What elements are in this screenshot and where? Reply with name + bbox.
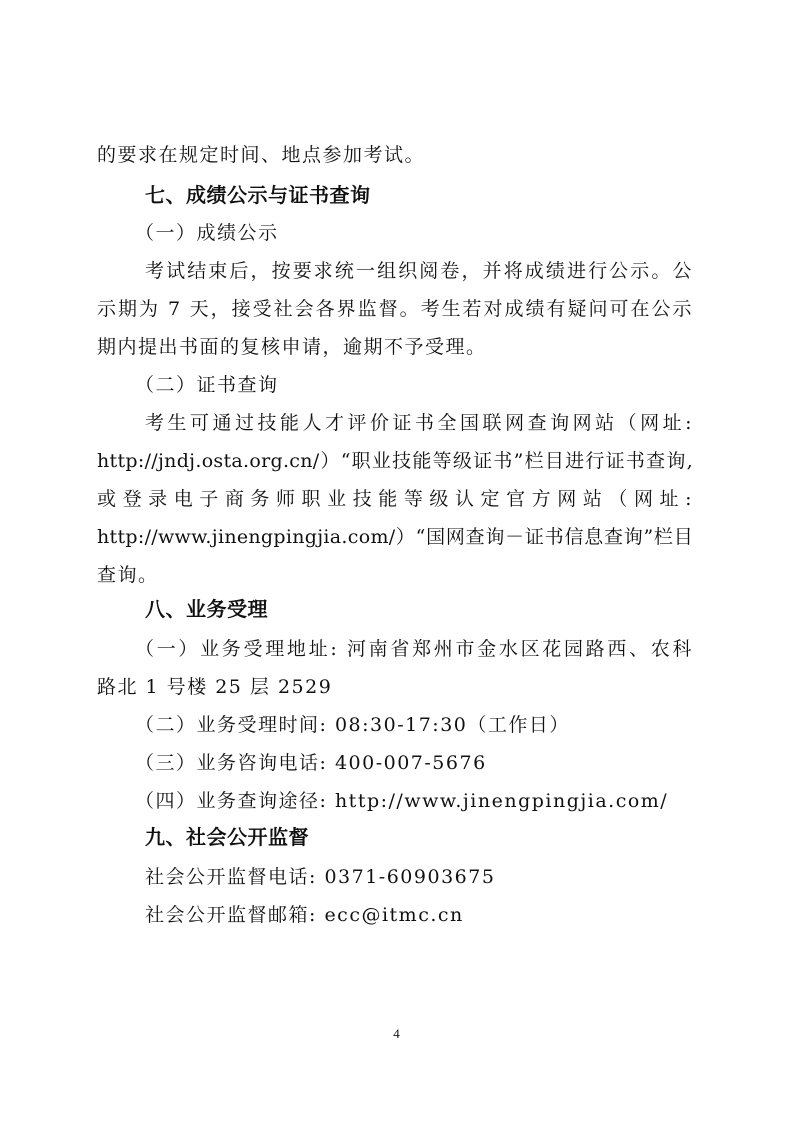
continuation-text: 的要求在规定时间、地点参加考试。 xyxy=(97,144,426,166)
business-hours: （二）业务受理时间: 08:30-17:30（工作日） xyxy=(135,714,570,736)
address-line: （一）业务受理地址: 河南省郑州市金水区花园路西、农科 xyxy=(135,638,693,660)
paragraph-line: 示期为 7 天，接受社会各界监督。考生若对成绩有疑问可在公示 xyxy=(97,298,693,320)
paragraph-line: 或登录电子商务师职业技能等级认定官方网站（网址: xyxy=(97,488,693,510)
consult-phone: （三）业务咨询电话: 400-007-5676 xyxy=(135,752,487,774)
paragraph-line-url: http://www.jinengpingjia.com/）“国网查询－证书信息查询”栏目 xyxy=(97,526,693,548)
supervision-phone: 社会公开监督电话: 0371-60903675 xyxy=(145,866,496,888)
paragraph-line: 考试结束后，按要求统一组织阅卷，并将成绩进行公示。公 xyxy=(145,260,693,282)
address-line-cont: 路北 1 号楼 25 层 2529 xyxy=(97,676,333,698)
section-8-heading: 八、业务受理 xyxy=(145,597,268,621)
paragraph-line: 查询。 xyxy=(97,564,159,586)
paragraph-line-url: http://jndj.osta.org.cn/）“职业技能等级证书”栏目进行证书查询, xyxy=(97,450,693,472)
paragraph-line: 考生可通过技能人才评价证书全国联网查询网站（网址: xyxy=(145,412,693,434)
section-7-1-heading: （一）成绩公示 xyxy=(135,222,279,244)
section-7-heading: 七、成绩公示与证书查询 xyxy=(145,183,371,207)
paragraph-line: 期内提出书面的复核申请，逾期不予受理。 xyxy=(97,336,487,358)
page-number: 4 xyxy=(393,1026,400,1041)
section-7-2-heading: （二）证书查询 xyxy=(135,374,279,396)
supervision-email: 社会公开监督邮箱: ecc@itmc.cn xyxy=(145,904,464,926)
section-9-heading: 九、社会公开监督 xyxy=(145,825,309,849)
query-url: （四）业务查询途径: http://www.jinengpingjia.com/ xyxy=(135,790,669,812)
